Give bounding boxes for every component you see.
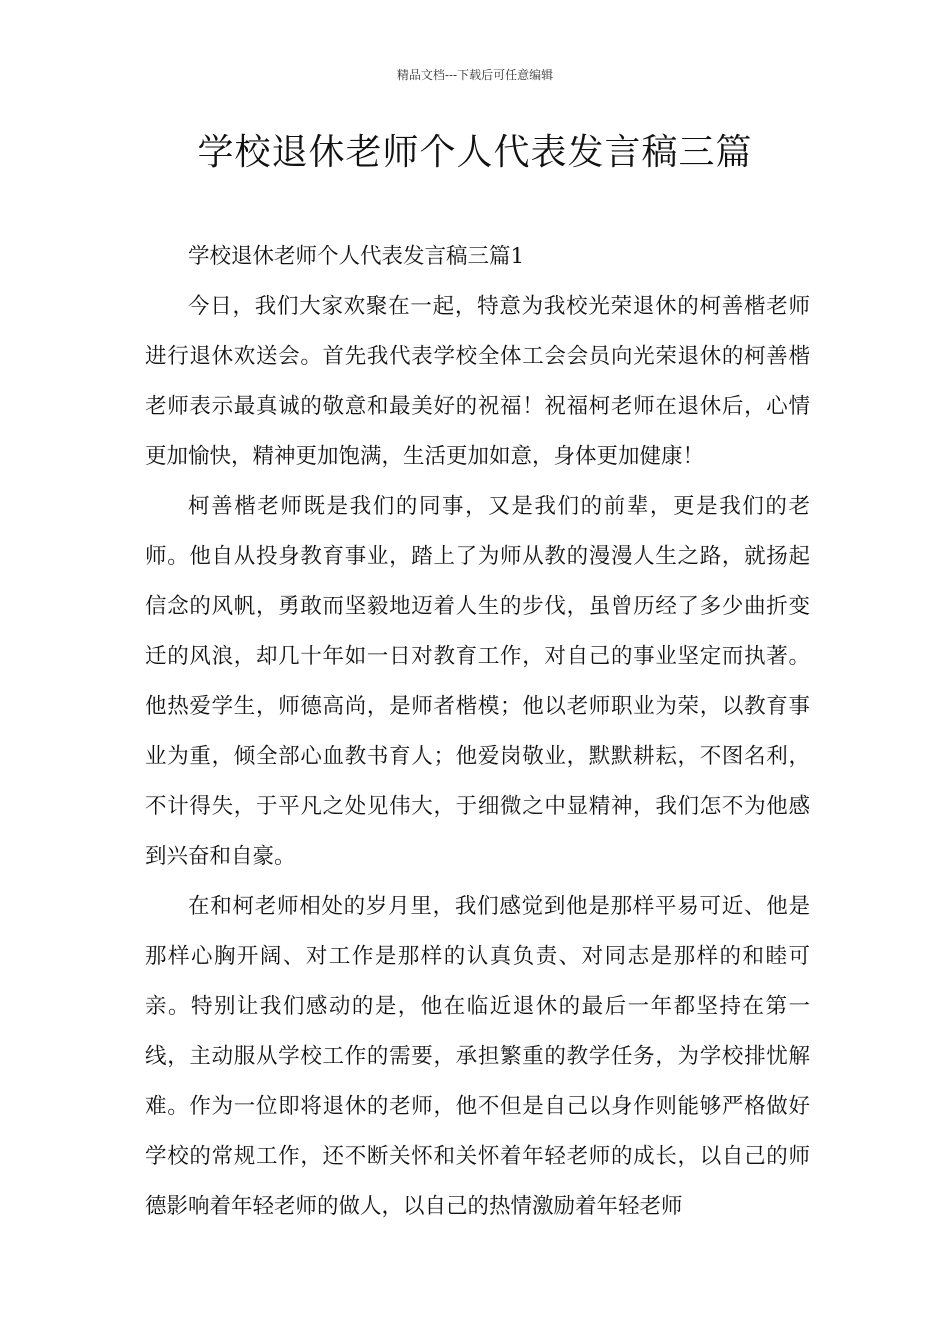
paragraph-3: 在和柯老师相处的岁月里，我们感觉到他是那样平易可近、他是那样心胸开阔、对工作是那样的认真负责、对同志是那样的和睦可亲。特别让我们感动的是，他在临近退休的最后一年都坚持在第一线，主动服从学校工作的需要，承担繁重的教学任务，为学校排忧解难。作为一位即将退休的老师，他不但是自己以身作则能够严格做好学校的常规工作，还不断关怀和关怀着年轻老师的成长，以自己的师德影响着年轻老师的做人，以自己的热情激励着年轻老师 — [145, 894, 810, 1219]
document-title: 学校退休老师个人代表发言稿三篇 — [197, 132, 753, 173]
document-body — [145, 232, 810, 1232]
header-note: 精品文档---下载后可任意编辑 — [396, 68, 554, 82]
section-subheading: 学校退休老师个人代表发言稿三篇1 — [188, 244, 525, 269]
paragraph-2: 柯善楷老师既是我们的同事，又是我们的前辈，更是我们的老师。他自从投身教育事业，踏上了为师从教的漫漫人生之路，就扬起信念的风帆，勇敢而坚毅地迈着人生的步伐，虽曾历经了多少曲折变迁的风浪，却几十年如一日对教育工作，对自己的事业坚定而执著。他热爱学生，师德高尚，是师者楷模；他以老师职业为荣，以教育事业为重，倾全部心血教书育人；他爱岗敬业，默默耕耘，不图名利，不计得失，于平凡之处见伟大，于细微之中显精神，我们怎不为他感到兴奋和自豪。 — [145, 494, 810, 869]
paragraph-1: 今日，我们大家欢聚在一起，特意为我校光荣退休的柯善楷老师进行退休欢送会。首先我代表学校全体工会会员向光荣退休的柯善楷老师表示最真诚的敬意和最美好的祝福！祝福柯老师在退休后，心情更加愉快，精神更加饱满，生活更加如意，身体更加健康！ — [145, 294, 810, 469]
